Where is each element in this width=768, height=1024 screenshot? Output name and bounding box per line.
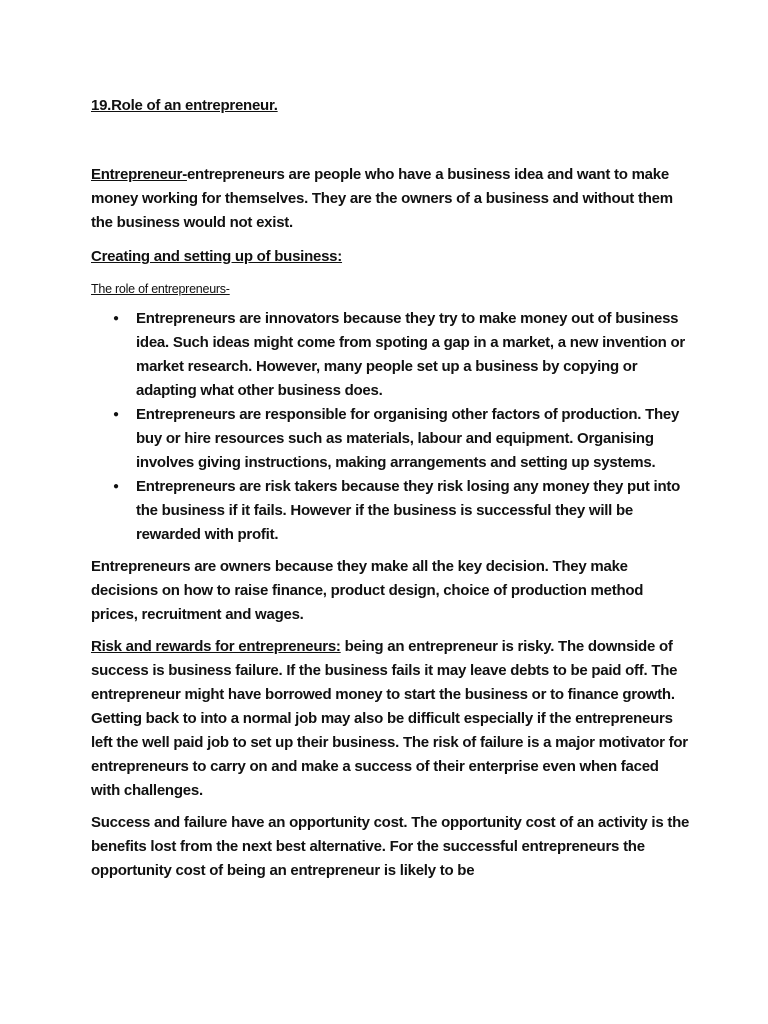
bullet-icon: ●	[113, 313, 119, 324]
list-item-text: Entrepreneurs are responsible for organising other factors of production. They buy or hire resources such as materials, labour and equipment. Organising involves giving instructions, making arrangements and setting up systems.	[136, 406, 680, 471]
roles-list	[91, 307, 691, 547]
risk-term: Risk and rewards for entrepreneurs:	[91, 638, 341, 655]
list-item	[113, 403, 691, 475]
list-item	[113, 475, 691, 547]
opportunity-cost-paragraph: Success and failure have an opportunity cost. The opportunity cost of an activity is the benefits lost from the next best alternative. For the successful entrepreneurs the opportunity cost of being an entrepreneur is likely to be	[91, 814, 690, 879]
owners-paragraph: Entrepreneurs are owners because they make all the key decision. They make decisions on how to raise finance, product design, choice of production method prices, recruitment and wages.	[91, 558, 644, 623]
document-page	[91, 94, 691, 883]
intro-text: entrepreneurs are people who have a business idea and want to make money working for themselves. They are the owners of a business and without them the business would not exist.	[91, 166, 673, 231]
intro-term: Entrepreneur-	[91, 166, 187, 183]
risk-text: being an entrepreneur is risky. The downside of success is business failure. If the business fails it may leave debts to be paid off. The entrepreneur might have borrowed money to start the business or to finance growth. Getting back to into a normal job may also be difficult especially if the entrepreneurs left the well paid job to set up their business. The risk of failure is a major motivator for entrepreneurs to carry on and make a success of their enterprise even when faced with challenges.	[91, 638, 688, 799]
list-item	[113, 307, 691, 403]
risk-paragraph	[91, 635, 691, 803]
intro-paragraph	[91, 163, 691, 235]
document-title: 19.Role of an entrepreneur.	[91, 97, 278, 114]
list-item-text: Entrepreneurs are innovators because they try to make money out of business idea. Such ideas might come from spoting a gap in a market, a new invention or market research. However, many people set up a business by copying or adapting what other business does.	[136, 310, 685, 399]
section-heading: Creating and setting up of business:	[91, 248, 343, 265]
list-item-text: Entrepreneurs are risk takers because they risk losing any money they put into the business if it fails. However if the business is successful they will be rewarded with profit.	[136, 478, 681, 543]
bullet-icon: ●	[113, 409, 119, 420]
subheading: The role of entrepreneurs-	[91, 282, 230, 296]
bullet-icon: ●	[113, 481, 119, 492]
